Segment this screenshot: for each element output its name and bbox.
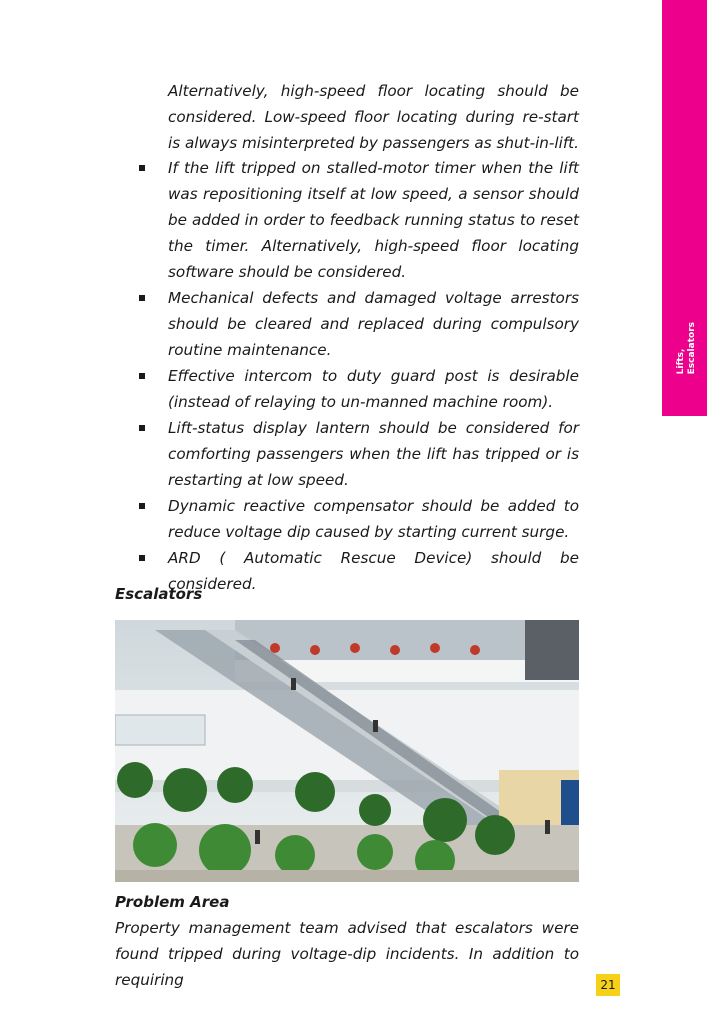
recommendation-list: [135, 155, 579, 597]
bullet-icon: [139, 373, 145, 379]
list-item-text: Effective intercom to duty guard post is desirable (instead of relaying to un-manned machine room).: [168, 367, 579, 411]
bullet-icon: [139, 165, 145, 171]
page-number: 21: [596, 974, 620, 996]
bullet-icon: [139, 425, 145, 431]
escalators-heading: Escalators: [115, 585, 203, 603]
side-tab-label: Lifts, Escalators: [676, 322, 697, 375]
escalator-photo: [115, 620, 579, 882]
list-item: [135, 363, 579, 415]
list-item: [135, 415, 579, 493]
list-item-text: Mechanical defects and damaged voltage arrestors should be cleared and replaced during compulsory routine maintenance.: [168, 289, 579, 359]
list-item: [135, 155, 579, 285]
list-item: [135, 285, 579, 363]
list-item-text: Dynamic reactive compensator should be added to reduce voltage dip caused by starting current surge.: [168, 497, 579, 541]
section-side-tab: [662, 0, 707, 416]
list-item: [135, 493, 579, 545]
bullet-icon: [139, 503, 145, 509]
intro-paragraph: Alternatively, high-speed floor locating should be considered. Low-speed floor locating during re-start is always misinterpreted by passengers as shut-in-lift.: [168, 82, 579, 152]
bullet-icon: [139, 555, 145, 561]
bullet-icon: [139, 295, 145, 301]
list-item-text: If the lift tripped on stalled-motor timer when the lift was repositioning itself at low speed, a sensor should be added in order to feedback running status to reset the timer. Alternatively, high-speed floor locating software should be considered.: [168, 159, 579, 281]
list-item-text: Lift-status display lantern should be considered for comforting passengers when the lift has tripped or is restarting at low speed.: [168, 419, 579, 489]
problem-area-heading: Problem Area: [115, 893, 230, 911]
list-item-text: ARD ( Automatic Rescue Device) should be considered.: [168, 549, 579, 593]
escalator-photo-illustration: [115, 620, 579, 882]
problem-paragraph: Property management team advised that escalators were found tripped during voltage-dip incidents. In addition to requiring: [115, 919, 579, 989]
